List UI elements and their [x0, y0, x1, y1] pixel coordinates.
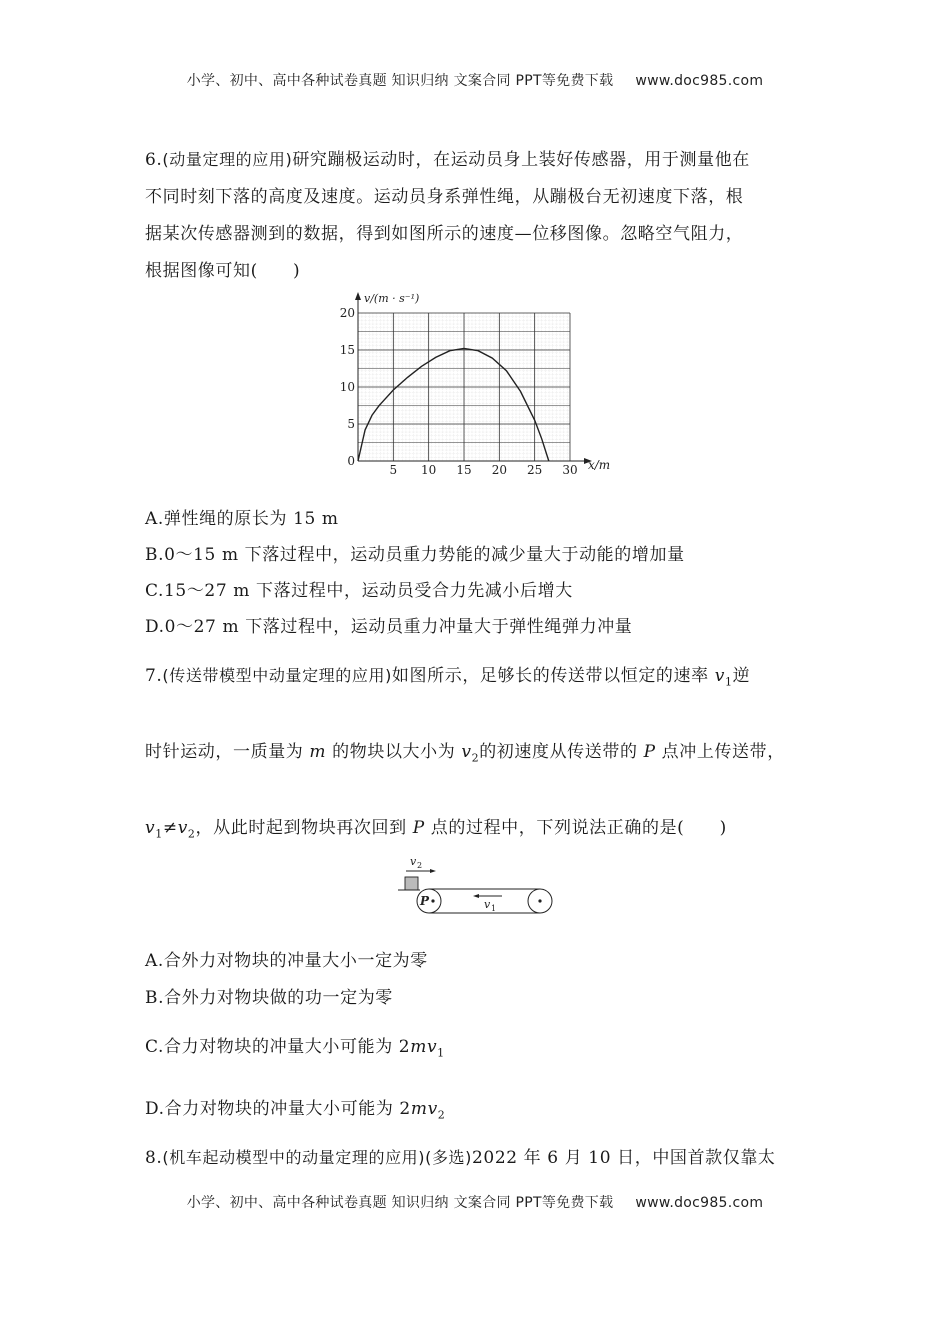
- q6-option-b: B.0～15 m 下落过程中，运动员重力势能的减少量大于动能的增加量: [145, 545, 685, 565]
- q7-v2: v: [461, 742, 472, 762]
- q7-option-d-text: D.合力对物块的冲量大小可能为 2: [145, 1099, 411, 1119]
- y-tick-label: 5: [347, 417, 355, 431]
- right-axle: [538, 899, 541, 902]
- block: [405, 877, 418, 890]
- q7-v1-sub: 1: [724, 675, 733, 689]
- q7-v2b-sub: 2: [187, 827, 196, 841]
- label-p: P: [420, 894, 430, 908]
- q7-text-3b: ，从此时起到物块再次回到: [195, 818, 413, 838]
- footer-text: 小学、初中、高中各种试卷真题 知识归纳 文案合同 PPT等免费下载: [186, 1195, 614, 1211]
- q6-line-3: 据某次传感器测到的数据，得到如图所示的速度—位移图像。忽略空气阻力，: [145, 224, 744, 244]
- q7-text-2d: 点冲上传送带，: [655, 742, 785, 762]
- q7-text-2a: 时针运动，一质量为: [145, 742, 310, 762]
- q6-line-1: [145, 145, 750, 170]
- q6-option-c: C.15～27 m 下落过程中，运动员受合力先减小后增大: [145, 581, 573, 601]
- v1-arrowhead-icon: [473, 894, 479, 898]
- q7-line-3: [145, 813, 727, 840]
- q7-option-c-text: C.合力对物块的冲量大小可能为 2: [145, 1037, 411, 1057]
- q7-p: P: [643, 742, 656, 762]
- q7-v1: v: [714, 666, 725, 686]
- x-tick-label: 5: [389, 463, 398, 477]
- y-axis-arrow-icon: [355, 292, 361, 300]
- v2-arrowhead-icon: [430, 869, 436, 873]
- q7-text-3c: 点的过程中，下列说法正确的是( ): [424, 818, 727, 838]
- q6-number: 6.: [145, 150, 163, 170]
- q7-text-1b: 逆: [732, 666, 751, 686]
- q7-v2b: v: [177, 818, 188, 838]
- footer-site: www.doc985.com: [635, 1195, 764, 1211]
- q8-number: 8.: [145, 1148, 163, 1168]
- x-tick-label: 20: [491, 463, 507, 477]
- q8-tag: (机车起动模型中的动量定理的应用)(多选): [162, 1148, 472, 1167]
- q7-option-d-sub: 2: [437, 1108, 446, 1122]
- y-axis-label: v/(m · s⁻¹): [364, 292, 420, 305]
- q7-v1b: v: [145, 818, 156, 838]
- q7-option-c: [145, 1032, 445, 1059]
- conveyor-figure: [398, 852, 558, 918]
- q7-text-2b: 的物块以大小为: [326, 742, 462, 762]
- q7-option-d: [145, 1094, 445, 1121]
- y-tick-label: 15: [340, 343, 355, 357]
- q7-text-2c: 的初速度从传送带的: [479, 742, 644, 762]
- q6-tag: (动量定理的应用): [162, 150, 293, 169]
- q6-line-2: 不同时刻下落的高度及速度。运动员身系弹性绳，从蹦极台无初速度下落，根: [145, 187, 744, 207]
- x-tick-label: 25: [527, 463, 543, 477]
- q7-m: m: [309, 742, 327, 762]
- q7-option-d-mv: mv: [410, 1099, 438, 1119]
- q8-line-1: [145, 1143, 776, 1168]
- label-v1: v: [484, 898, 491, 911]
- x-tick-label: 15: [456, 463, 472, 477]
- q7-option-b: B.合外力对物块做的功一定为零: [145, 988, 393, 1008]
- q7-v1b-sub: 1: [155, 827, 163, 841]
- q7-number: 7.: [145, 666, 163, 686]
- page-footer: [0, 1192, 950, 1212]
- q8-text: 2022 年 6 月 10 日，中国首款仅靠太: [472, 1148, 776, 1168]
- left-axle: [431, 899, 434, 902]
- q7-p2: P: [412, 818, 425, 838]
- q7-line-1: [145, 661, 750, 688]
- page-header: [0, 70, 950, 90]
- y-tick-label: 10: [340, 380, 355, 394]
- q7-text-1a: 如图所示，足够长的传送带以恒定的速率: [391, 666, 715, 686]
- y-tick-label: 0: [347, 454, 355, 468]
- q6-option-a: A.弹性绳的原长为 15 m: [145, 509, 339, 529]
- q7-option-c-sub: 1: [437, 1046, 445, 1060]
- x-axis-label: x/m: [588, 458, 611, 472]
- q6-option-d: D.0～27 m 下落过程中，运动员重力冲量大于弹性绳弹力冲量: [145, 617, 633, 637]
- q7-neq: ≠: [162, 818, 178, 838]
- q7-tag: (传送带模型中动量定理的应用): [162, 666, 392, 685]
- q6-line-4: 根据图像可知( ): [145, 261, 301, 281]
- y-tick-label: 20: [340, 306, 355, 320]
- x-tick-label: 10: [421, 463, 437, 477]
- q7-v2-sub: 2: [471, 751, 480, 765]
- q7-line-2: [145, 737, 785, 764]
- vx-chart: [340, 288, 630, 478]
- label-v1-sub: 1: [491, 904, 497, 913]
- label-v2-sub: 2: [417, 861, 423, 870]
- q7-option-c-mv: mv: [410, 1037, 438, 1057]
- header-text: 小学、初中、高中各种试卷真题 知识归纳 文案合同 PPT等免费下载: [186, 73, 614, 89]
- q7-option-a: A.合外力对物块的冲量大小一定为零: [145, 951, 428, 971]
- label-v2: v: [410, 855, 417, 868]
- q6-text-1: 研究蹦极运动时，在运动员身上装好传感器，用于测量他在: [292, 150, 750, 170]
- header-site: www.doc985.com: [635, 73, 764, 89]
- x-tick-label: 30: [562, 463, 578, 477]
